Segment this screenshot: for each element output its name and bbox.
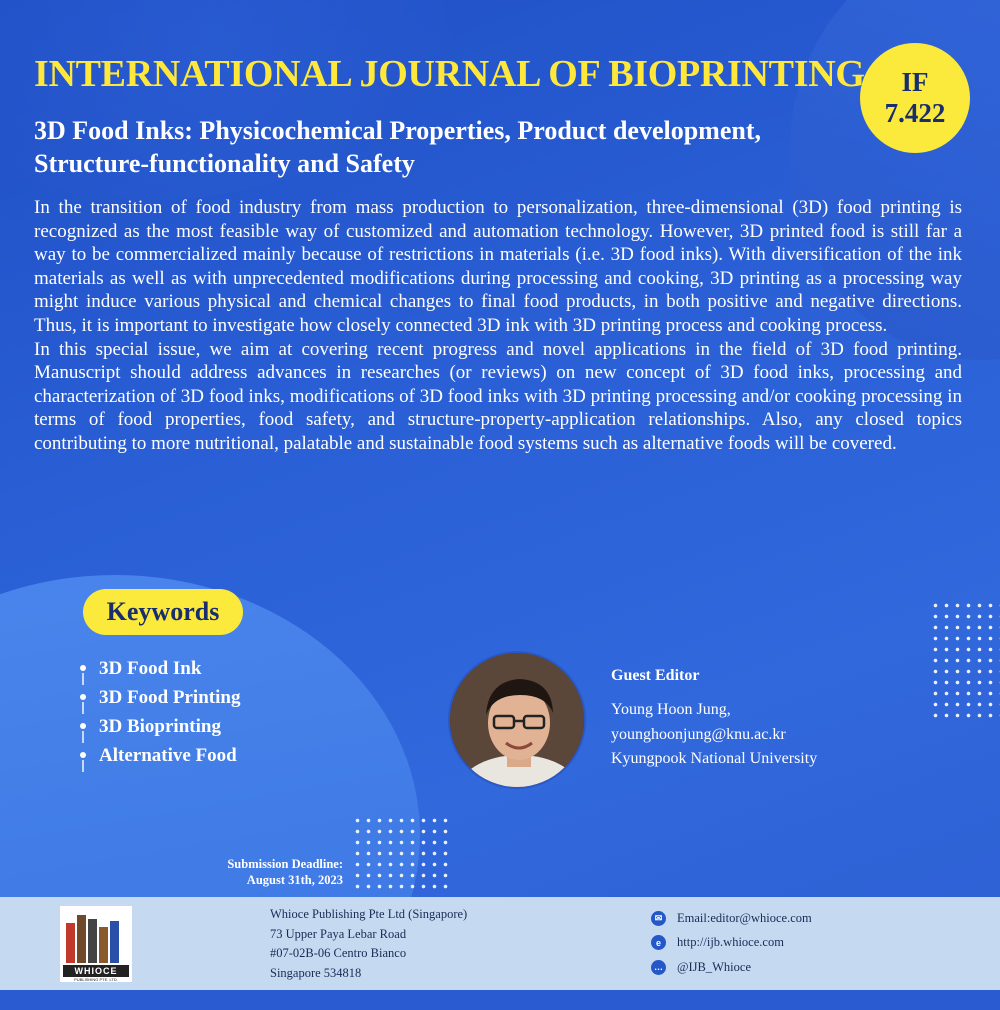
editor-name: Young Hoon Jung,: [611, 701, 731, 718]
keyword-item: [74, 743, 240, 772]
logo-bar: [77, 915, 86, 963]
if-value: 7.422: [884, 98, 946, 128]
keyword-label: 3D Food Printing: [99, 687, 241, 708]
keyword-label: 3D Food Ink: [99, 658, 202, 679]
dot-pattern: [930, 600, 1000, 720]
address-line: #07-02B-06 Centro Bianco: [270, 946, 407, 961]
contact-text[interactable]: @IJB_Whioce: [677, 959, 751, 974]
keyword-label: Alternative Food: [99, 745, 237, 766]
logo-bar: [110, 921, 119, 963]
guest-editor-details: [611, 698, 817, 772]
publisher-address: [270, 905, 467, 984]
contact-text[interactable]: Email:editor@whioce.com: [677, 910, 812, 925]
logo-bar: [88, 919, 97, 963]
submission-deadline: [200, 856, 343, 888]
contact-list: [651, 906, 812, 980]
logo-wordmark: WHIOCE: [63, 965, 129, 977]
deadline-date: August 31th, 2023: [246, 873, 343, 887]
keyword-label: 3D Bioprinting: [99, 716, 221, 737]
guest-editor-photo: [448, 651, 586, 789]
footer: [0, 897, 1000, 990]
bullet-icon: [80, 723, 86, 729]
logo-bar: [66, 923, 75, 963]
keyword-item: [74, 685, 240, 714]
email-icon: ✉: [651, 911, 666, 926]
bullet-icon: [80, 694, 86, 700]
chat-icon: …: [651, 960, 666, 975]
issue-title: [34, 114, 884, 180]
abstract-paragraph: In the transition of food industry from mass production to personalization, three-dimensional (3D) food printing is recognized as the most feasible way of customized and automation technology. However, 3D printed food is still far a way to be commercialized mainly because of restrictions in materials (i.e. 3D food inks). With diversification of the ink materials as well as with unprecedented modifications during processing and cooking, 3D printing as a processing way might induce various physical and chemical changes to final food products, in both positive and negative directions. Thus, it is important to investigate how closely connected 3D ink with 3D printing process and cooking process.: [34, 197, 962, 336]
bullet-icon: [80, 665, 86, 671]
logo-bar: [99, 927, 108, 963]
keyword-item: [74, 656, 240, 685]
dot-pattern: [352, 815, 452, 895]
deadline-label: Submission Deadline:: [227, 857, 343, 871]
address-line: 73 Upper Paya Lebar Road: [270, 926, 407, 941]
abstract-paragraph: In this special issue, we aim at covering recent progress and novel applications in the field of 3D food printing. Manuscript should address advances in researches (or reviews) on new concept of 3D food inks, processing and characterization of 3D food inks, modifications of 3D food inks with 3D printing processing and/or cooking processing in terms of food properties, food safety, and structure-property-application relationships. Also, any closed topics contributing to more nutritional, palatable and sustainable food systems such as alternative foods will be covered.: [34, 338, 962, 454]
footer-bottom-bar: [0, 990, 1000, 1010]
contact-website[interactable]: [651, 931, 812, 956]
logo-subtext: PUBLISHING PTE. LTD.: [74, 977, 118, 982]
bullet-stem: [82, 673, 84, 685]
journal-title: INTERNATIONAL JOURNAL OF BIOPRINTING: [34, 53, 865, 95]
guest-editor-heading: Guest Editor: [611, 667, 700, 684]
editor-affiliation: Kyungpook National University: [611, 750, 818, 767]
bullet-stem: [82, 702, 84, 714]
bullet-icon: [80, 752, 86, 758]
if-label: IF: [901, 67, 929, 97]
keywords-list: [74, 656, 240, 772]
whioce-logo: [60, 906, 132, 982]
bullet-stem: [82, 731, 84, 743]
contact-email[interactable]: [651, 906, 812, 931]
keyword-item: [74, 714, 240, 743]
bullet-stem: [82, 760, 84, 772]
issue-title-line: Structure-functionality and Safety: [34, 149, 415, 178]
web-icon: e: [651, 935, 666, 950]
abstract: [34, 196, 962, 456]
address-line: Singapore 534818: [270, 966, 362, 981]
address-line: Whioce Publishing Pte Ltd (Singapore): [270, 907, 468, 921]
contact-social[interactable]: [651, 955, 812, 980]
issue-title-line: 3D Food Inks: Physicochemical Properties, Product development,: [34, 116, 761, 145]
editor-email[interactable]: younghoonjung@knu.ac.kr: [611, 725, 786, 743]
contact-text[interactable]: http://ijb.whioce.com: [677, 935, 784, 950]
keywords-heading: Keywords: [83, 589, 243, 635]
portrait-icon: [450, 653, 586, 789]
